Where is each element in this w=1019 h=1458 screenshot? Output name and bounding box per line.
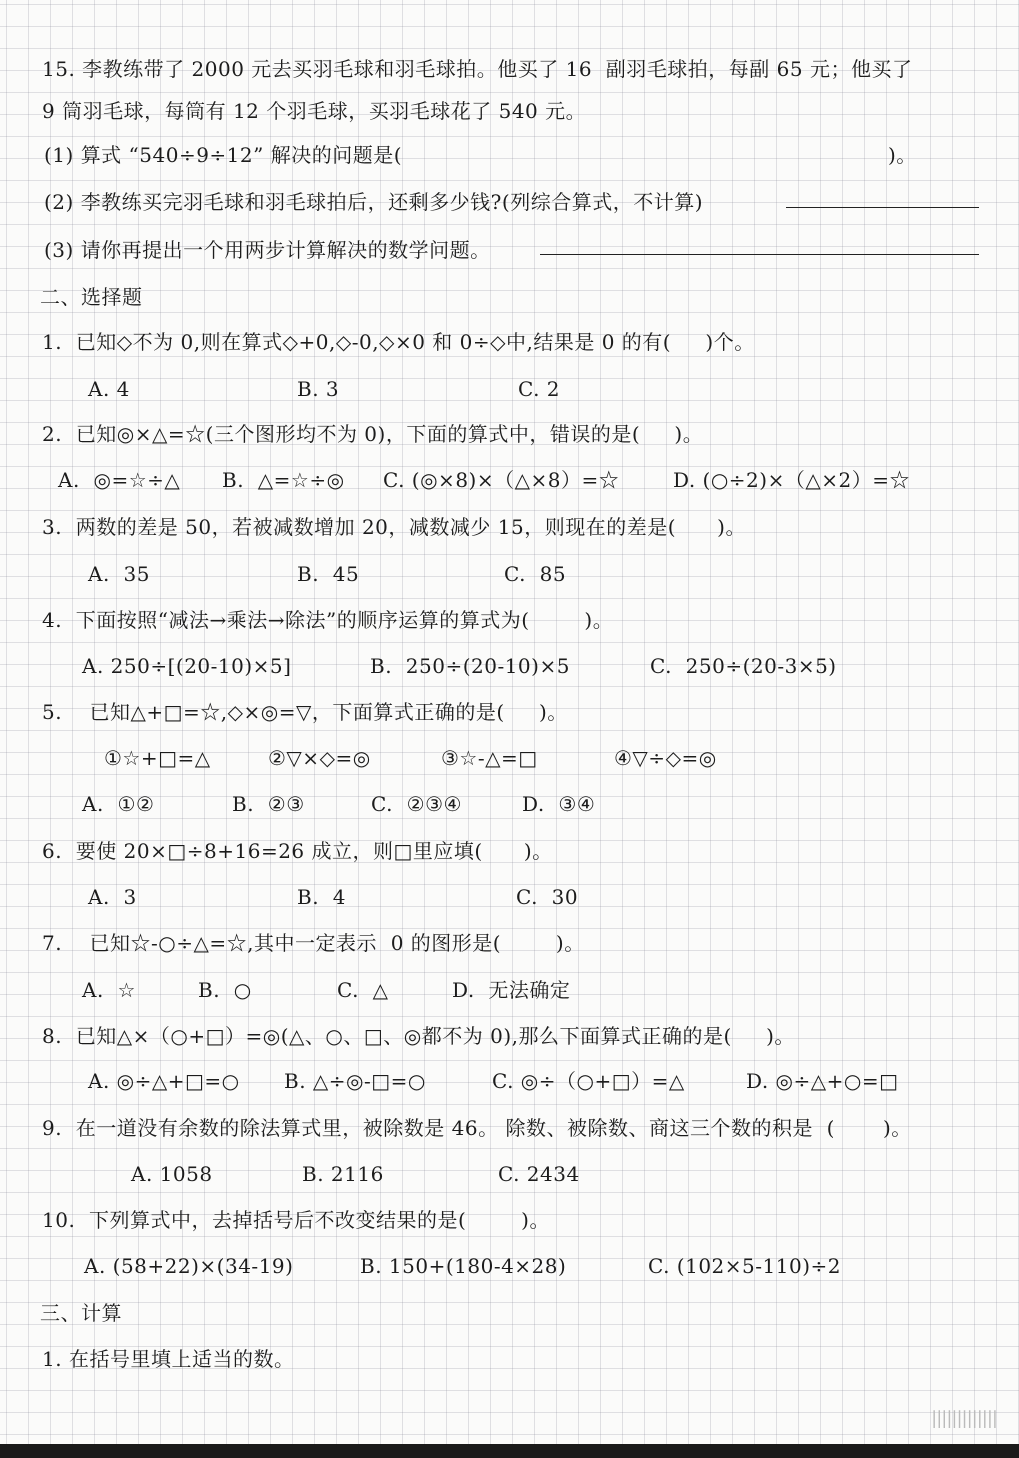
choice-q4-option-a[interactable]: A. 250÷[(20-10)×5] [82,654,292,678]
choice-q5-statement-4: ④▽÷◇=◎ [614,746,717,770]
choice-q5-option-b[interactable]: B. ②③ [232,792,305,816]
choice-q2-option-d[interactable]: D. (○÷2)×（△×2）=☆ [673,468,910,492]
choice-q8-option-b[interactable]: B. △÷◎-□=○ [284,1069,426,1093]
choice-q2-option-c[interactable]: C. (◎×8)×（△×8）=☆ [383,468,620,492]
choice-q7-option-d[interactable]: D. 无法确定 [452,978,571,1002]
choice-q7-stem: 7. 已知☆-○÷△=☆,其中一定表示 0 的图形是( )。 [42,931,585,955]
choice-q5-option-c[interactable]: C. ②③④ [371,792,462,816]
choice-q4-stem: 4. 下面按照“减法→乘法→除法”的顺序运算的算式为( )。 [42,608,614,632]
choice-q5-option-a[interactable]: A. ①② [82,792,155,816]
choice-q3-option-c[interactable]: C. 85 [504,562,567,586]
q15-part3-answer-line[interactable] [540,254,979,255]
watermark-icon: ||||||||||||| [931,1408,997,1429]
q15-part2: (2) 李教练买完羽毛球和羽毛球拍后，还剩多少钱?(列综合算式，不计算) [44,190,704,214]
q15-line1: 15. 李教练带了 2000 元去买羽毛球和羽毛球拍。他买了 16 副羽毛球拍，每副 65 元；他买了 [42,57,913,81]
choice-q1-option-a[interactable]: A. 4 [88,377,130,401]
choice-q10-option-a[interactable]: A. (58+22)×(34-19) [84,1254,294,1278]
choice-q4-option-b[interactable]: B. 250÷(20-10)×5 [370,654,570,678]
choice-q5-option-d[interactable]: D. ③④ [522,792,596,816]
section-3-heading: 三、计算 [40,1301,122,1325]
choice-q8-option-a[interactable]: A. ◎÷△+□=○ [88,1069,240,1093]
choice-q3-option-a[interactable]: A. 35 [88,562,150,586]
choice-q5-statement-3: ③☆-△=□ [441,746,538,770]
choice-q7-option-b[interactable]: B. ○ [198,978,252,1002]
choice-q1-option-b[interactable]: B. 3 [297,377,340,401]
choice-q6-option-a[interactable]: A. 3 [88,885,137,909]
choice-q5-stem: 5. 已知△+□=☆,◇×◎=▽，下面算式正确的是( )。 [42,700,568,724]
choice-q9-option-b[interactable]: B. 2116 [302,1162,384,1186]
choice-q6-option-c[interactable]: C. 30 [516,885,579,909]
choice-q7-option-a[interactable]: A. ☆ [82,978,136,1002]
choice-q8-stem: 8. 已知△×（○+□）=◎(△、○、□、◎都不为 0),那么下面算式正确的是( )。 [42,1024,795,1048]
q15-part1-close: )。 [888,143,917,167]
choice-q1-option-c[interactable]: C. 2 [518,377,561,401]
choice-q6-option-b[interactable]: B. 4 [297,885,346,909]
section-2-heading: 二、选择题 [40,285,143,309]
choice-q2-stem: 2. 已知◎×△=☆(三个图形均不为 0)，下面的算式中，错误的是( )。 [42,422,704,446]
choice-q10-stem: 10. 下列算式中，去掉括号后不改变结果的是( )。 [42,1208,550,1232]
choice-q4-option-c[interactable]: C. 250÷(20-3×5) [650,654,837,678]
q15-line2: 9 筒羽毛球，每筒有 12 个羽毛球，买羽毛球花了 540 元。 [42,99,587,123]
choice-q5-statement-1: ①☆+□=△ [104,746,211,770]
choice-q1-stem: 1. 已知◇不为 0,则在算式◇+0,◇-0,◇×0 和 0÷◇中,结果是 0 的有( )个。 [42,330,755,354]
q15-part1: (1) 算式 “540÷9÷12” 解决的问题是( [44,143,403,167]
choice-q6-stem: 6. 要使 20×□÷8+16=26 成立，则□里应填( )。 [42,839,553,863]
choice-q2-option-a[interactable]: A. ◎=☆÷△ [58,468,181,492]
choice-q9-option-c[interactable]: C. 2434 [498,1162,580,1186]
choice-q7-option-c[interactable]: C. △ [337,978,389,1002]
q15-part2-answer-line[interactable] [786,207,979,208]
choice-q2-option-b[interactable]: B. △=☆÷◎ [222,468,345,492]
choice-q3-option-b[interactable]: B. 45 [297,562,360,586]
section-3-q1: 1. 在括号里填上适当的数。 [42,1347,295,1371]
choice-q9-option-a[interactable]: A. 1058 [131,1162,213,1186]
choice-q9-stem: 9. 在一道没有余数的除法算式里，被除数是 46。 除数、被除数、商这三个数的积是 ( )。 [42,1116,912,1140]
choice-q8-option-d[interactable]: D. ◎÷△+○=□ [746,1069,899,1093]
choice-q10-option-c[interactable]: C. (102×5-110)÷2 [648,1254,841,1278]
choice-q5-statement-2: ②▽×◇=◎ [268,746,371,770]
q15-part3: (3) 请你再提出一个用两步计算解决的数学问题。 [44,238,491,262]
choice-q3-stem: 3. 两数的差是 50，若被减数增加 20，减数减少 15，则现在的差是( )。 [42,515,746,539]
choice-q8-option-c[interactable]: C. ◎÷（○+□）=△ [492,1069,685,1093]
choice-q10-option-b[interactable]: B. 150+(180-4×28) [360,1254,567,1278]
